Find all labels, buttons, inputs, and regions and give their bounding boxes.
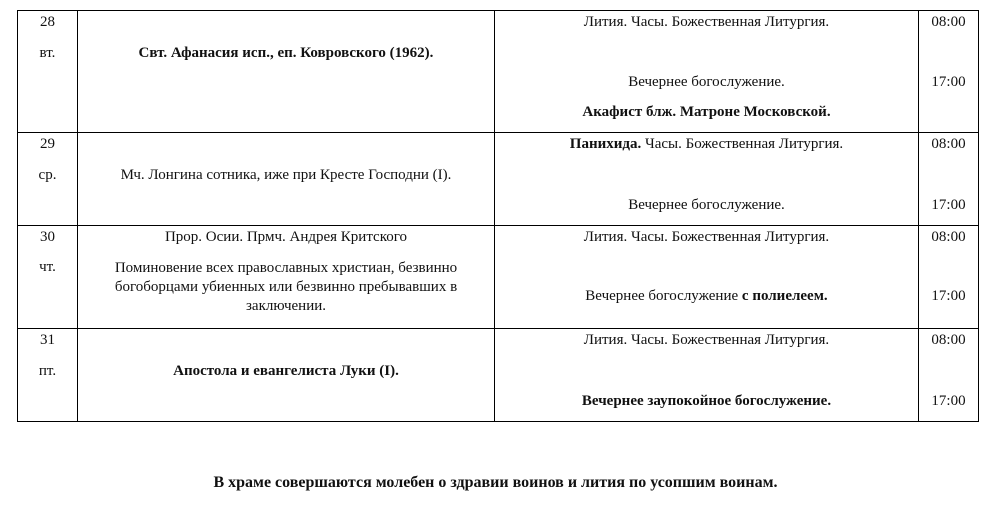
service-line: Вечернее богослужение.: [628, 197, 785, 213]
schedule-table: [17, 10, 979, 422]
table-row: [18, 226, 979, 329]
service-line: Лития. Часы. Божественная Литургия.: [583, 332, 830, 348]
feast-cell: [78, 329, 495, 422]
feast-title: Апостола и евангелиста Луки (I).: [173, 363, 399, 379]
time-evening: 17:00: [931, 393, 966, 409]
time-evening: 17:00: [931, 197, 966, 213]
weekday: чт.: [39, 259, 56, 275]
feast-title: Свт. Афанасия исп., еп. Ковровского (1962).: [138, 45, 434, 61]
service-line: Вечернее богослужение.: [628, 74, 785, 90]
day-number: 30: [40, 229, 55, 245]
table-row: [18, 11, 979, 133]
service-rest: Вечернее богослужение: [585, 288, 742, 304]
service-bold-part: Панихида.: [569, 136, 642, 152]
time-cell: [919, 329, 979, 422]
day-number: 28: [40, 14, 55, 30]
time-cell: [919, 11, 979, 133]
time-morning: 08:00: [931, 332, 966, 348]
day-number: 29: [40, 136, 55, 152]
services-cell: [495, 226, 919, 329]
feast-title: Мч. Лонгина сотника, иже при Кресте Господни (I).: [120, 167, 452, 183]
time-morning: 08:00: [931, 14, 966, 30]
time-cell: [919, 226, 979, 329]
service-line: Акафист блж. Матроне Московской.: [582, 104, 831, 120]
time-morning: 08:00: [931, 136, 966, 152]
weekday: вт.: [39, 45, 56, 61]
service-line: [495, 136, 918, 153]
services-cell: [495, 11, 919, 133]
table-row: [18, 133, 979, 226]
date-cell: [18, 329, 78, 422]
feast-cell: [78, 226, 495, 329]
services-cell: [495, 329, 919, 422]
services-cell: [495, 133, 919, 226]
feast-cell: [78, 11, 495, 133]
weekday: ср.: [38, 167, 57, 183]
service-line: Вечернее заупокойное богослужение.: [581, 393, 832, 409]
footer-note: В храме совершаются молебен о здравии воинов и лития по усопшим воинам.: [213, 474, 778, 491]
date-cell: [18, 11, 78, 133]
time-evening: 17:00: [931, 74, 966, 90]
day-number: 31: [40, 332, 55, 348]
date-cell: [18, 133, 78, 226]
service-line: Лития. Часы. Божественная Литургия.: [583, 229, 830, 245]
date-cell: [18, 226, 78, 329]
table-row: [18, 329, 979, 422]
weekday: пт.: [38, 363, 57, 379]
time-morning: 08:00: [931, 229, 966, 245]
feast-commemoration: Поминовение всех православных христиан, безвинно богоборцами убиенных или безвинно пребывавших в заключении.: [114, 260, 458, 314]
service-bold-part: с полиелеем.: [741, 288, 828, 304]
service-line: [495, 288, 918, 305]
time-evening: 17:00: [931, 288, 966, 304]
service-line: Лития. Часы. Божественная Литургия.: [583, 14, 830, 30]
time-cell: [919, 133, 979, 226]
feast-title: Прор. Осии. Прмч. Андрея Критского: [164, 229, 408, 245]
feast-cell: [78, 133, 495, 226]
service-rest: Часы. Божественная Литургия.: [641, 136, 844, 152]
